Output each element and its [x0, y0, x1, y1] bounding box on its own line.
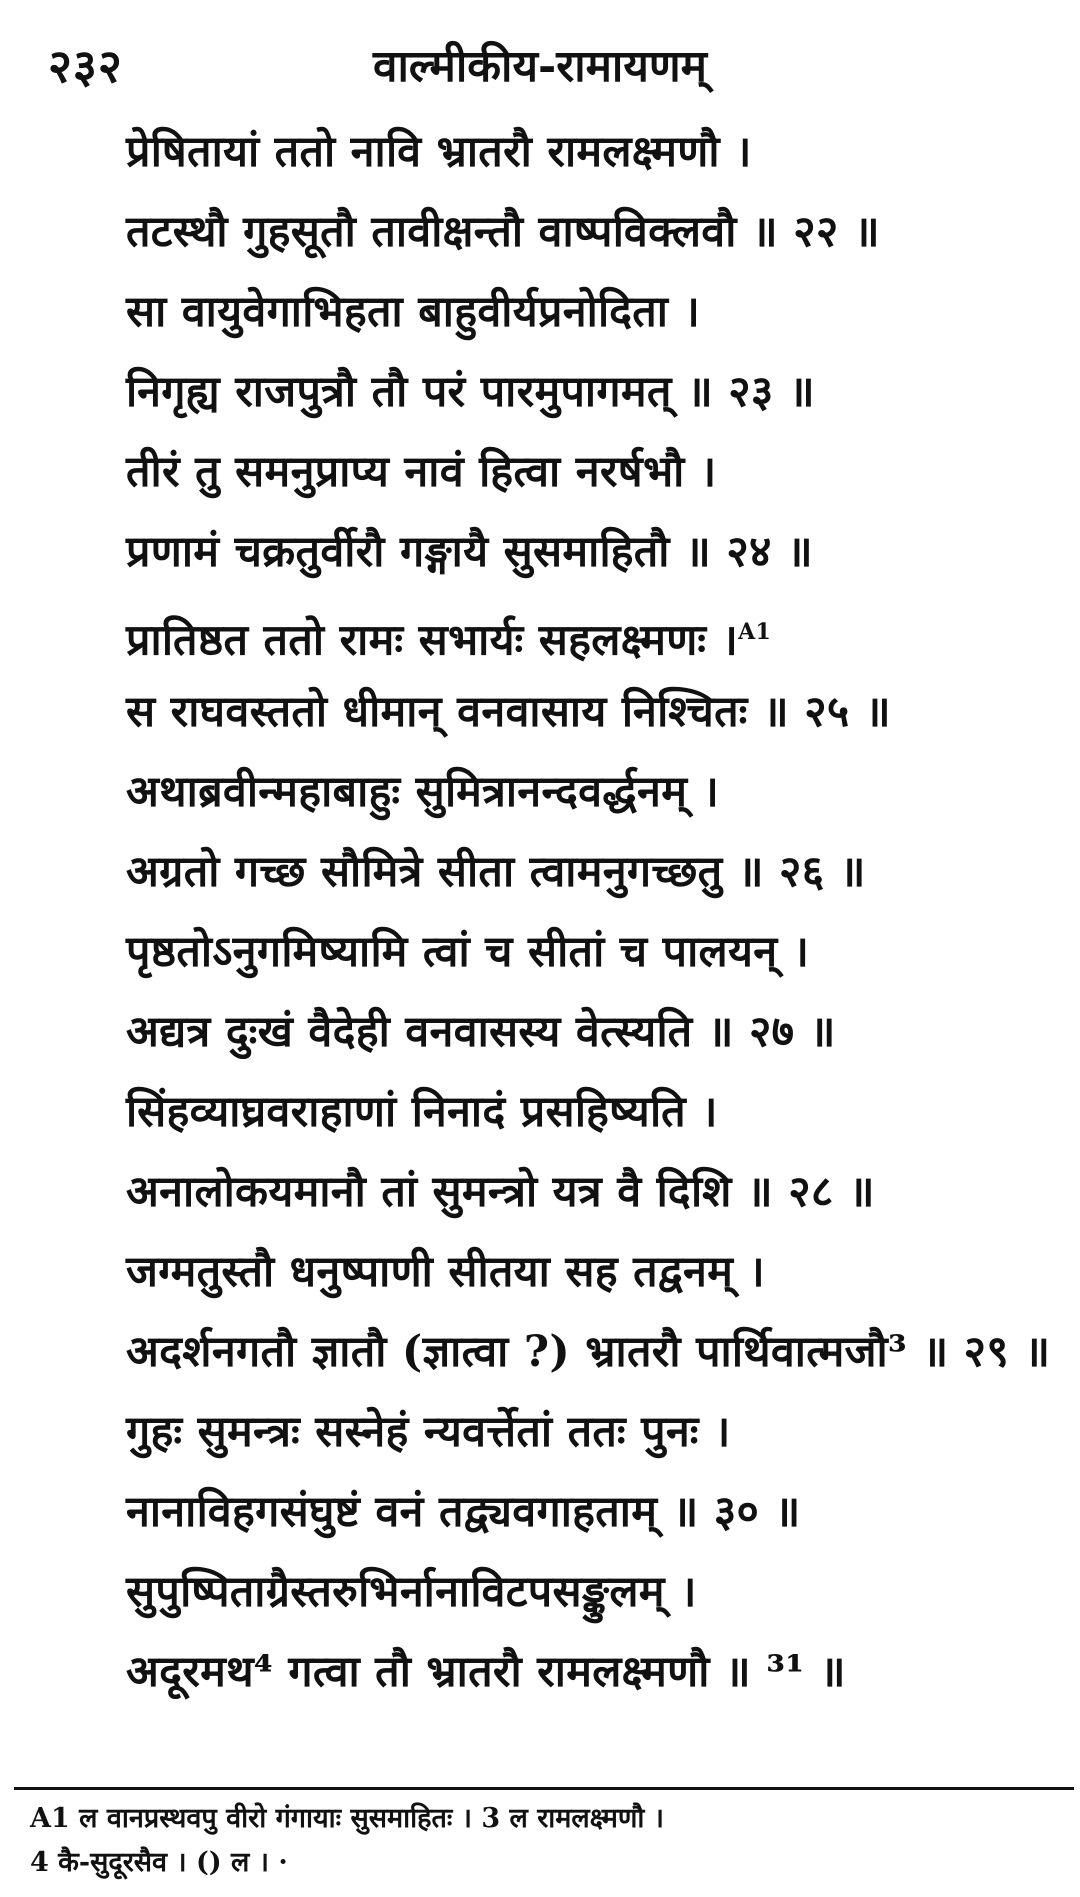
verse-line: प्रणामं चक्रतुर्वीरौ गङ्गायै सुसमाहितौ ॥ २४ ॥ [126, 527, 813, 577]
verse-line: स राघवस्ततो धीमान् वनवासाय निश्चितः ॥ २५ ॥ [126, 687, 891, 737]
verse-line: नानाविहगसंघुष्टं वनं तद्व्यवगाहताम् ॥ ३० ॥ [126, 1487, 801, 1537]
verse-line: प्रातिष्ठत ततो रामः सभार्यः सहलक्ष्मणः ।$^{A1}$ [126, 615, 772, 666]
verse-line: सिंहव्याघ्रवराहाणां निनादं प्रसहिष्यति । [126, 1087, 718, 1137]
verse-line: पृष्ठतोऽनुगमिष्यामि त्वां च सीतां च पालयन् । [126, 927, 810, 977]
verse-line: अदर्शनगतौ ज्ञातौ (ज्ञात्वा ?) भ्रातरौ पार्थिवात्मजौ³ ॥ २९ ॥ [126, 1327, 1051, 1377]
verse-line: गुहः सुमन्त्रः सस्नेहं न्यवर्त्तेतां ततः पुनः । [126, 1407, 731, 1457]
page-header [40, 28, 1040, 98]
verse-line: अथाब्रवीन्महाबाहुः सुमित्रानन्दवर्द्धनम् । [126, 767, 720, 817]
verse-line: अदूरमथ⁴ गत्वा तौ भ्रातरौ रामलक्ष्मणौ ॥ ³¹ ॥ [126, 1647, 846, 1697]
footnote-marker: A1 [738, 619, 772, 645]
verse-block [126, 112, 1070, 1712]
footnote-line: A1 ल वानप्रस्थवपु वीरो गंगायाः सुसमाहितः । 3 ल रामलक्ष्मणौ । [30, 1803, 665, 1834]
footnotes [30, 1797, 1076, 1885]
verse-line: अग्रतो गच्छ सौमित्रे सीता त्वामनुगच्छतु ॥ २६ ॥ [126, 847, 866, 897]
footnote-line: 4 कै-सुदूरसैव । () ल । · [30, 1847, 288, 1878]
verse-line: जग्मतुस्तौ धनुष्पाणी सीतया सह तद्वनम् । [126, 1247, 765, 1297]
verse-line: निगृह्य राजपुत्रौ तौ परं पारमुपागमत् ॥ २३ ॥ [126, 367, 815, 417]
verse-line: अद्यत्र दुःखं वैदेही वनवासस्य वेत्स्यति ॥ २७ ॥ [126, 1007, 836, 1057]
verse-line: तीरं तु समनुप्राप्य नावं हित्वा नरर्षभौ । [126, 447, 717, 497]
page-number: २३२ [48, 39, 123, 93]
verse-line: अनालोकयमानौ तां सुमन्त्रो यत्र वै दिशि ॥ २८ ॥ [126, 1167, 875, 1217]
verse-line: सुपुष्पिताग्रैस्तरुभिर्नानाविटपसङ्कुलम् । [126, 1567, 697, 1617]
footnote-divider [14, 1787, 1074, 1790]
running-title: वाल्मीकीय-रामायणम् [373, 41, 707, 92]
verse-line: तटस्थौ गुहसूतौ तावीक्षन्तौ वाष्पविक्लवौ ॥ २२ ॥ [126, 207, 880, 257]
verse-line: प्रेषितायां ततो नावि भ्रातरौ रामलक्ष्मणौ । [126, 127, 752, 177]
verse-line: सा वायुवेगाभिहता बाहुवीर्यप्रनोदिता । [126, 287, 701, 337]
